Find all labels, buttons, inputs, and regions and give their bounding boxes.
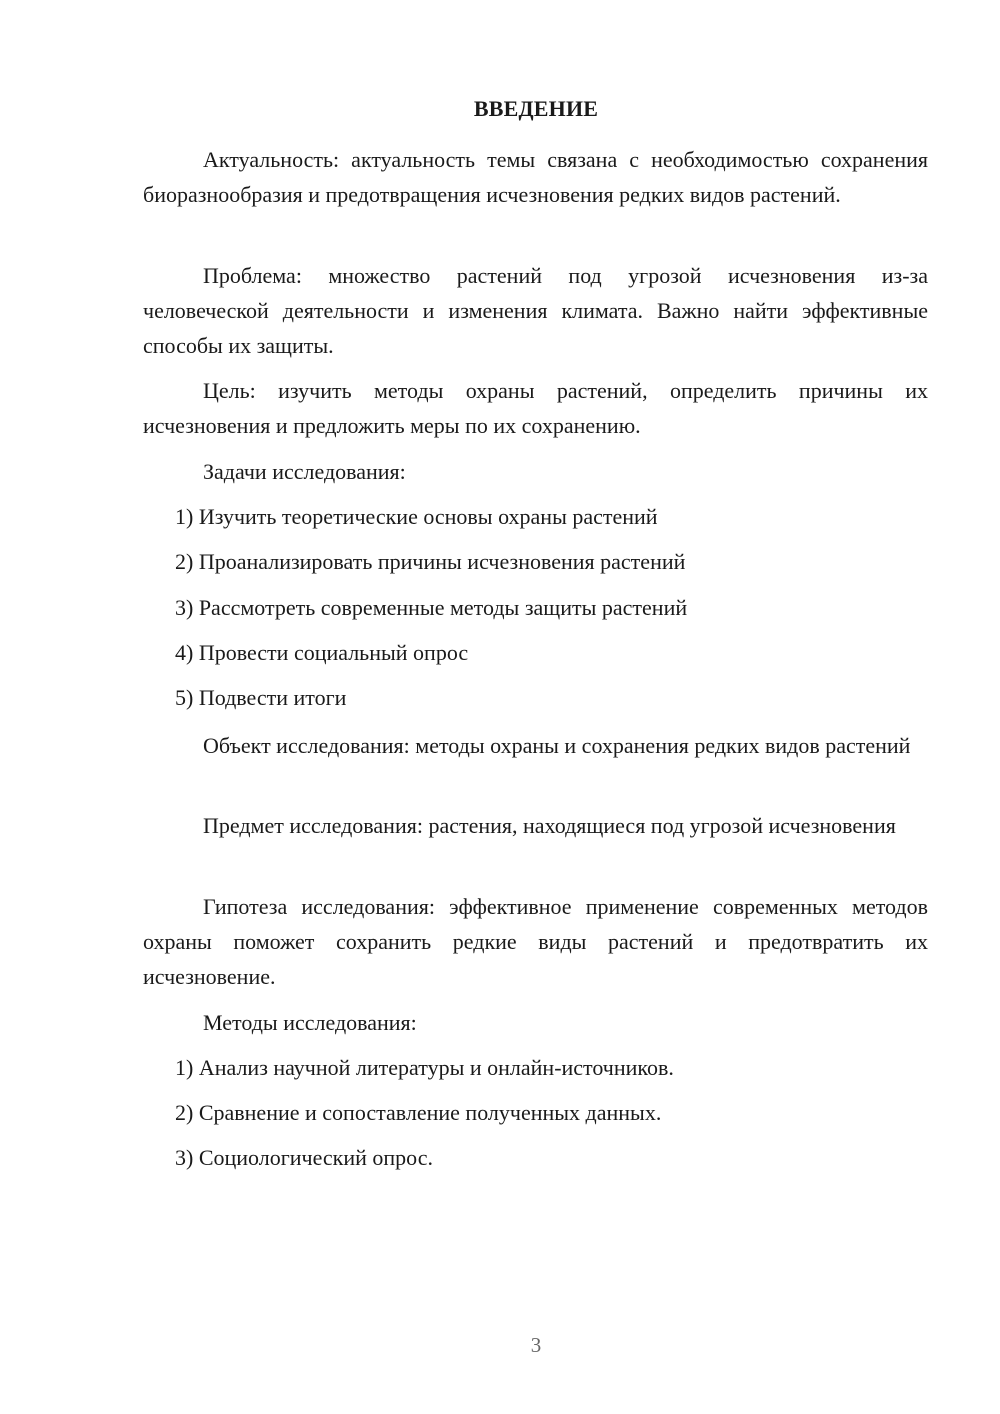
- subject-paragraph: Предмет исследования: растения, находящиеся под угрозой исчезновения: [203, 813, 896, 838]
- problem-paragraph: Проблема: множество растений под угрозой исчезновения из-за человеческой деятельности и изменения климата. Важно найти эффективные способы их защиты.: [143, 263, 928, 358]
- methods-heading: Методы исследования:: [203, 1010, 417, 1035]
- task-item-3: 3) Рассмотреть современные методы защиты растений: [175, 595, 688, 620]
- page-number: 3: [530, 1333, 542, 1357]
- tasks-heading: Задачи исследования:: [203, 459, 406, 484]
- relevance-paragraph: Актуальность: актуальность темы связана с необходимостью сохранения биоразнообразия и предотвращения исчезновения редких видов растений.: [143, 147, 928, 207]
- goal-paragraph: Цель: изучить методы охраны растений, определить причины их исчезновения и предложить меры по их сохранению.: [143, 378, 928, 438]
- hypothesis-paragraph: Гипотеза исследования: эффективное применение современных методов охраны поможет сохранить редкие виды растений и предотвратить их исчезновение.: [143, 894, 928, 989]
- section-title: ВВЕДЕНИЕ: [473, 96, 599, 121]
- task-item-1: 1) Изучить теоретические основы охраны растений: [175, 504, 658, 529]
- method-item-1: 1) Анализ научной литературы и онлайн-источников.: [175, 1055, 674, 1080]
- object-paragraph: Объект исследования: методы охраны и сохранения редких видов растений: [203, 733, 911, 758]
- method-item-3: 3) Социологический опрос.: [175, 1145, 433, 1170]
- task-item-5: 5) Подвести итоги: [175, 685, 347, 710]
- task-item-2: 2) Проанализировать причины исчезновения растений: [175, 549, 686, 574]
- task-item-4: 4) Провести социальный опрос: [175, 640, 469, 665]
- method-item-2: 2) Сравнение и сопоставление полученных данных.: [175, 1100, 662, 1125]
